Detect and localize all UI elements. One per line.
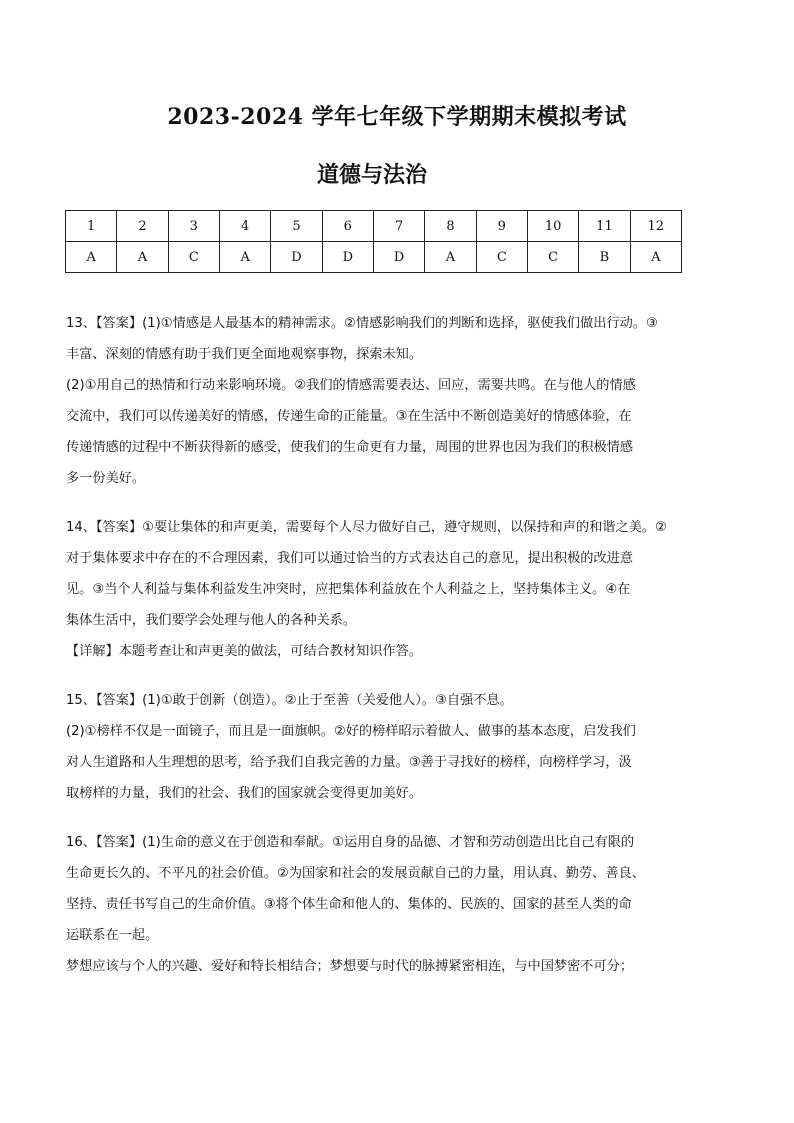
question-number-cell: 1 (66, 211, 117, 242)
question-number-cell: 7 (373, 211, 424, 242)
answer-text-line: 坚持、责任书写自己的生命价值。③将个体生命和他人的、集体的、民族的、国家的甚至人类的命 (66, 897, 632, 912)
answer-cell: B (579, 242, 630, 273)
answer-table (65, 210, 682, 273)
answer-cell: A (630, 242, 681, 273)
answer-text-line: (2)①用自己的热情和行动来影响环境。②我们的情感需要表达、回应，需要共鸣。在与他人的情感 (66, 378, 636, 393)
answer-text-line: (2)①榜样不仅是一面镜子，而且是一面旗帜。②好的榜样昭示着做人、做事的基本态度，启发我们 (66, 724, 636, 739)
answer-cell: D (271, 242, 322, 273)
question-number-cell: 6 (322, 211, 373, 242)
answer-text-line: 梦想应该与个人的兴趣、爱好和特长相结合；梦想要与时代的脉搏紧密相连，与中国梦密不可分； (66, 959, 634, 974)
answer-text-line: 14、【答案】①要让集体的和声更美，需要每个人尽力做好自己，遵守规则，以保持和声的和谐之美。② (66, 520, 667, 535)
question-16-answer (66, 827, 678, 982)
question-number-cell: 2 (117, 211, 168, 242)
answer-cell: A (219, 242, 270, 273)
answer-text-line: 【详解】本题考查让和声更美的做法，可结合教材知识作答。 (66, 644, 423, 659)
answer-text-line: 15、【答案】(1)①敢于创新（创造）。②止于至善（关爱他人）。③自强不息。 (66, 693, 513, 708)
answer-cell: C (527, 242, 578, 273)
answer-text-line: 16、【答案】(1)生命的意义在于创造和奉献。①运用自身的品德、才智和劳动创造出比自己有限的 (66, 835, 635, 850)
subject-title: 道德与法治 (316, 163, 427, 188)
answer-table-number-row (66, 211, 682, 242)
answer-text-line: 丰富、深刻的情感有助于我们更全面地观察事物，探索未知。 (66, 347, 423, 362)
question-13-answer (66, 308, 678, 494)
answer-cell: D (373, 242, 424, 273)
answer-cell: D (322, 242, 373, 273)
answer-text-line: 运联系在一起。 (66, 928, 159, 943)
answer-text-line: 取榜样的力量，我们的社会、我们的国家就会变得更加美好。 (66, 786, 423, 801)
answer-table-answer-row (66, 242, 682, 273)
answer-text-line: 见。③当个人利益与集体利益发生冲突时，应把集体利益放在个人利益之上，坚持集体主义。④在 (66, 582, 631, 597)
answer-text-line: 集体生活中，我们要学会处理与他人的各种关系。 (66, 613, 357, 628)
answer-cell: C (476, 242, 527, 273)
question-number-cell: 4 (219, 211, 270, 242)
answer-text-line: 13、【答案】(1)①情感是人最基本的精神需求。②情感影响我们的判断和选择，驱使我们做出行动。③ (66, 316, 658, 331)
answer-text-line: 对人生道路和人生理想的思考，给予我们自我完善的力量。③善于寻找好的榜样，向榜样学习，汲 (66, 755, 632, 770)
question-14-answer (66, 512, 678, 667)
answer-content (66, 308, 678, 1000)
answer-cell: A (117, 242, 168, 273)
answer-text-line: 交流中，我们可以传递美好的情感，传递生命的正能量。③在生活中不断创造美好的情感体验，在 (66, 409, 632, 424)
question-number-cell: 11 (579, 211, 630, 242)
question-number-cell: 3 (168, 211, 219, 242)
answer-cell: C (168, 242, 219, 273)
question-number-cell: 10 (527, 211, 578, 242)
answer-cell: A (425, 242, 476, 273)
answer-text-line: 多一份美好。 (66, 471, 146, 486)
question-number-cell: 12 (630, 211, 681, 242)
answer-text-line: 传递情感的过程中不断获得新的感受，使我们的生命更有力量，周围的世界也因为我们的积极情感 (66, 440, 634, 455)
answer-cell: A (66, 242, 117, 273)
answer-text-line: 生命更长久的、不平凡的社会价值。②为国家和社会的发展贡献自己的力量，用认真、勤劳、善良、 (66, 866, 645, 881)
page-title: 2023-2024 学年七年级下学期期末模拟考试 (167, 104, 627, 130)
answer-text-line: 对于集体要求中存在的不合理因素，我们可以通过恰当的方式表达自己的意见，提出积极的改进意 (66, 551, 634, 566)
question-number-cell: 8 (425, 211, 476, 242)
question-number-cell: 9 (476, 211, 527, 242)
question-number-cell: 5 (271, 211, 322, 242)
question-15-answer (66, 685, 678, 809)
